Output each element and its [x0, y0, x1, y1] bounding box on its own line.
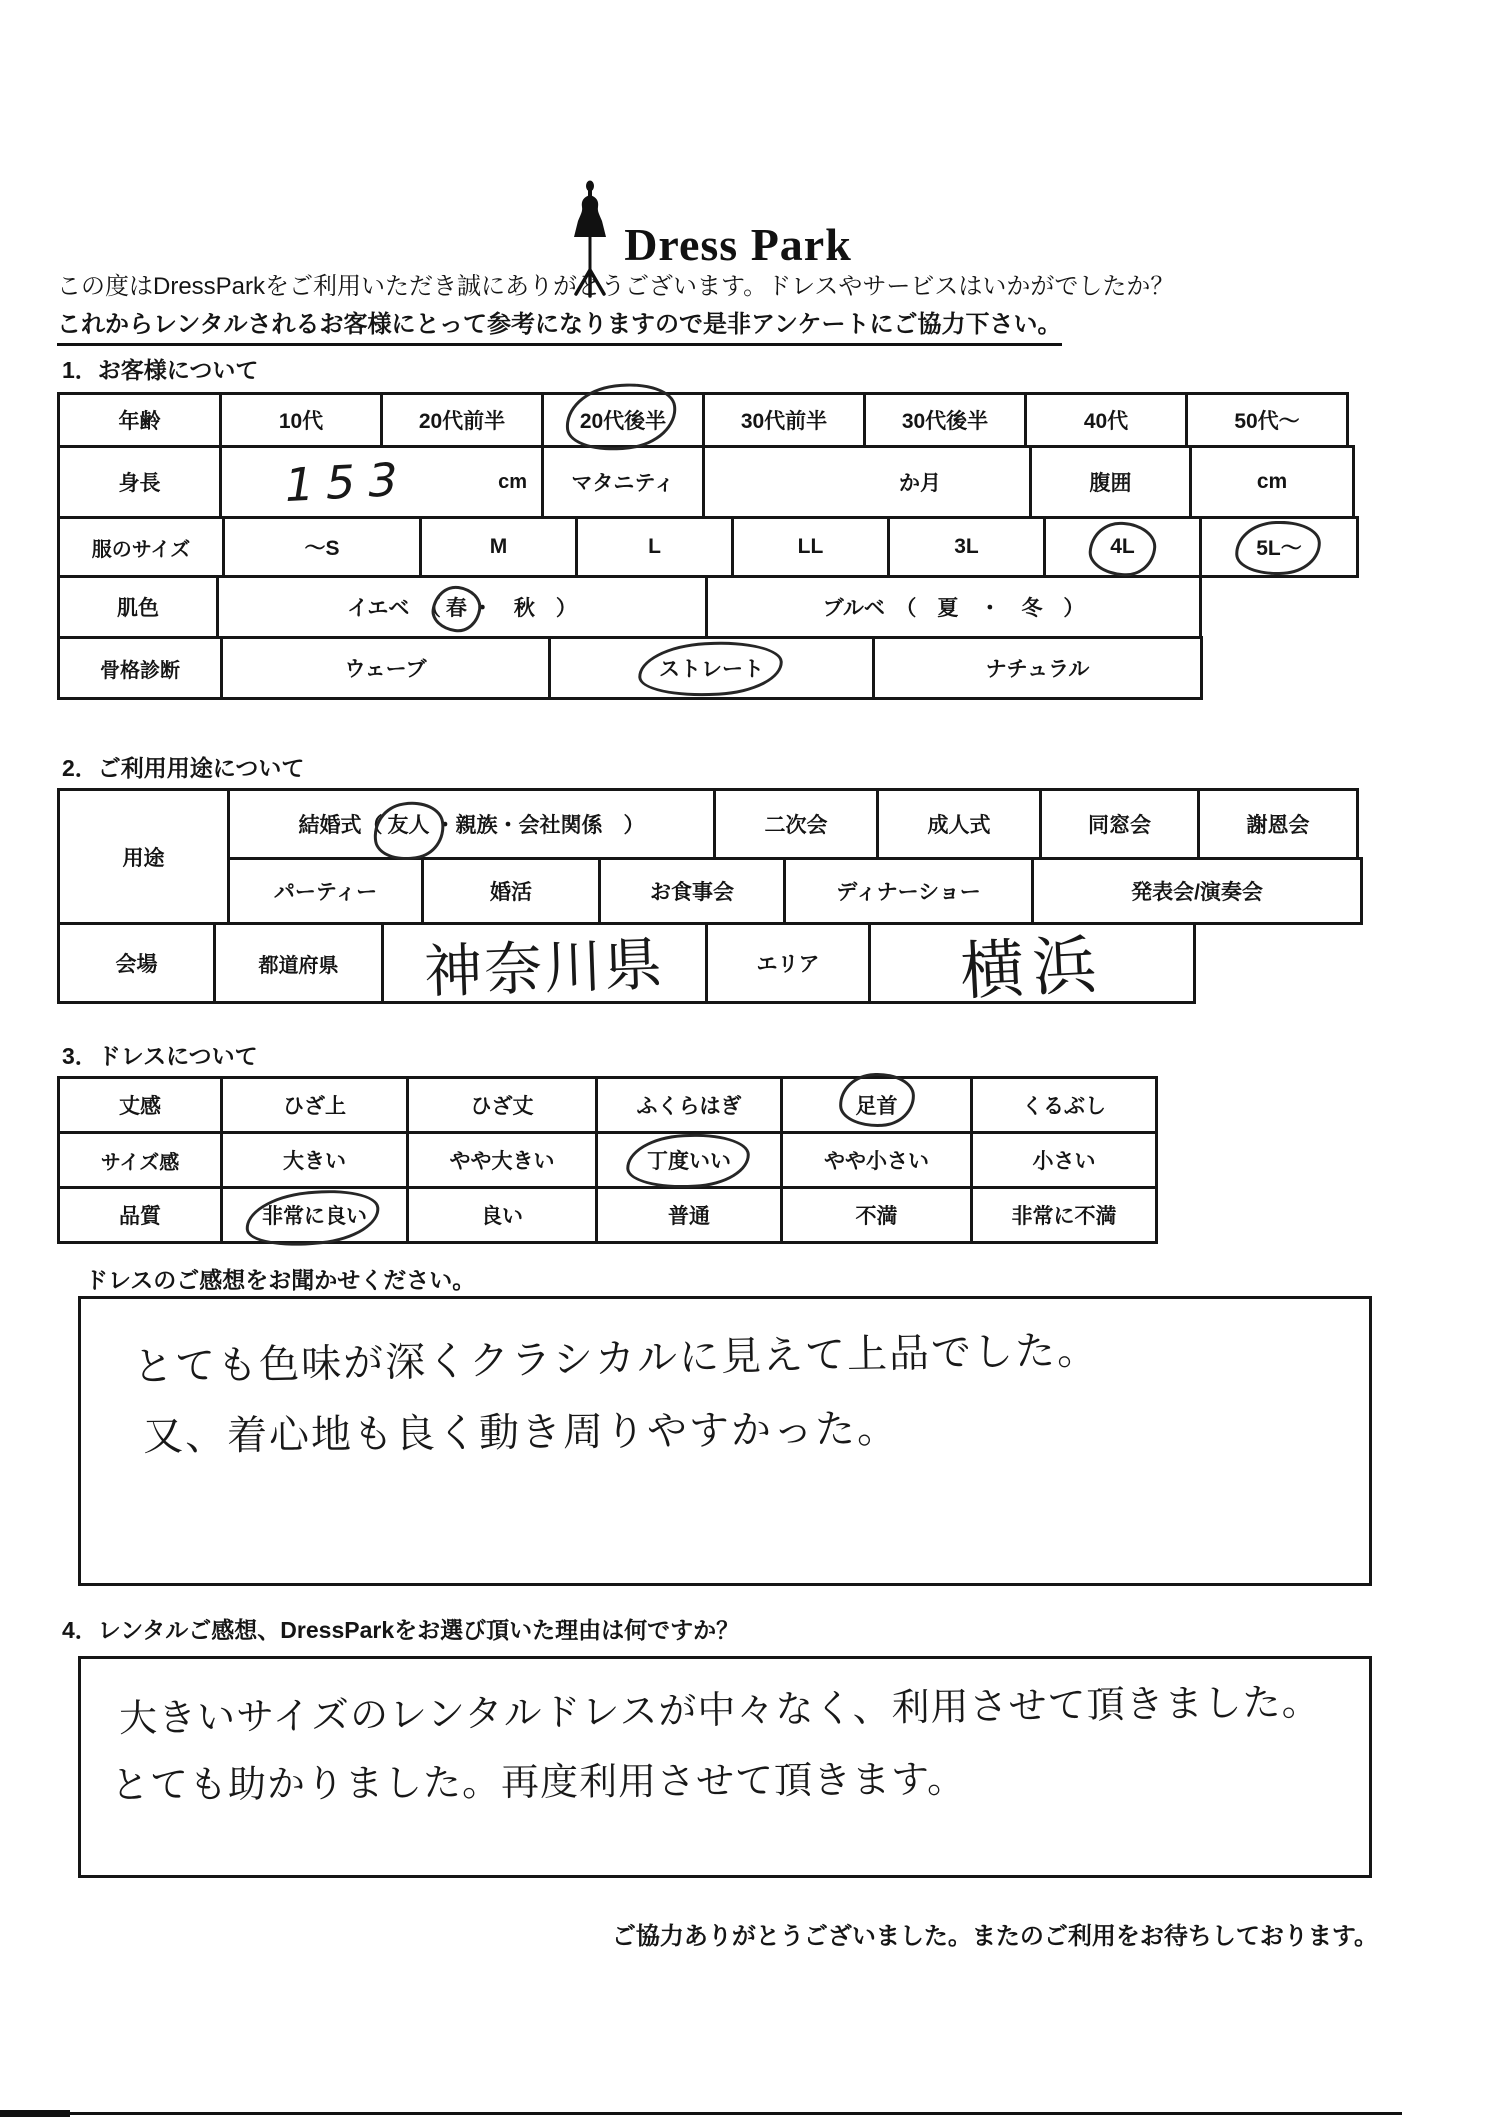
age-option-50s: 50代～ — [1185, 392, 1349, 448]
maternity-label: マタニティ — [541, 445, 705, 519]
size-option-ll: LL — [731, 516, 890, 578]
area-value-cell — [868, 922, 1196, 1010]
purpose-option-reunion: 同窓会 — [1039, 788, 1200, 860]
height-unit: cm — [498, 470, 527, 493]
height-label: 身長 — [57, 445, 222, 519]
usage-table — [57, 788, 1363, 1010]
rental-comment-line1: 大きいサイズのレンタルドレスが中々なく、利用させて頂きました。 — [118, 1679, 1321, 1741]
prefecture-value-handwritten: 神奈川県 — [423, 929, 666, 1007]
frame-row — [57, 636, 1359, 700]
purpose-option-dinner-show: ディナーショー — [783, 857, 1034, 925]
wedding-option-friend: 友人 — [383, 808, 435, 840]
girth-unit-cell: cm — [1189, 445, 1355, 519]
fit-option-slightly-big: やや大きい — [406, 1131, 598, 1189]
prefecture-value-cell — [381, 922, 708, 1007]
skin-tone-row — [57, 575, 1359, 639]
dress-fit-row — [57, 1131, 1158, 1189]
length-option-calf: ふくらはぎ — [595, 1076, 783, 1134]
purpose-option-party: パーティー — [227, 857, 424, 925]
size-option-3l: 3L — [887, 516, 1046, 578]
quality-label: 品質 — [57, 1186, 223, 1244]
purpose-option-konkatsu: 婚活 — [421, 857, 601, 925]
height-row — [57, 445, 1359, 519]
skin-label: 肌色 — [57, 575, 219, 639]
age-option-early30s: 30代前半 — [702, 392, 866, 448]
fit-option-slightly-small: やや小さい — [780, 1131, 973, 1189]
purpose-row1 — [227, 788, 1363, 860]
fit-option-small: 小さい — [970, 1131, 1158, 1189]
section2-title: 2．ご利用用途について — [62, 755, 305, 781]
age-option-40s: 40代 — [1024, 392, 1188, 448]
section3-title: 3．ドレスについて — [62, 1043, 258, 1069]
intro-line1: この度はDressParkをご利用いただき誠にありがとうございます。ドレスやサービスはいかがでしたか？ — [57, 273, 1175, 300]
age-option-10s: 10代 — [219, 392, 383, 448]
quality-option-very-unsatisfied: 非常に不満 — [970, 1186, 1158, 1244]
length-option-ankle: 足首 — [780, 1076, 973, 1134]
maternity-months-cell: か月 — [702, 445, 1032, 519]
frame-option-straight: ストレート — [548, 636, 875, 700]
fit-option-big: 大きい — [220, 1131, 409, 1189]
purpose-label: 用途 — [57, 788, 230, 925]
dress-comment-prompt: ドレスのご感想をお聞かせください。 — [85, 1267, 476, 1293]
rental-comment-line2: とても助かりました。再度利用させて頂きます。 — [110, 1757, 967, 1807]
age-option-late30s: 30代後半 — [863, 392, 1027, 448]
frame-option-wave: ウェーブ — [220, 636, 551, 700]
quality-option-unsatisfied: 不満 — [780, 1186, 973, 1244]
quality-option-good: 良い — [406, 1186, 598, 1244]
brand-name: Dress Park — [624, 219, 852, 270]
purpose-option-afterparty: 二次会 — [713, 788, 879, 860]
age-option-early20s: 20代前半 — [380, 392, 544, 448]
length-label: 丈感 — [57, 1076, 223, 1134]
skin-option-spring: 春 — [441, 591, 472, 623]
dress-comment-line2: 又、着心地も良く動き周りやすかった。 — [142, 1406, 900, 1460]
dress-comment-line1: とても色味が深くクラシカルに見えて上品でした。 — [132, 1327, 1100, 1391]
length-option-anklebone: くるぶし — [970, 1076, 1158, 1134]
age-row — [57, 392, 1359, 448]
frame-option-natural: ナチュラル — [872, 636, 1203, 700]
venue-label: 会場 — [57, 922, 216, 1004]
area-label: エリア — [705, 922, 871, 1004]
height-value-handwritten: 153 — [279, 451, 414, 513]
intro-line2: これからレンタルされるお客様にとって参考になりますので是非アンケートにご協力下さい。 — [57, 304, 1062, 346]
skin-option-cool: ブルベ （ 夏 ・ 冬 ） — [705, 575, 1202, 639]
rental-comment-box — [78, 1656, 1372, 1878]
venue-row — [57, 922, 1363, 1010]
purpose-option-dinner-party: お食事会 — [598, 857, 786, 925]
size-label: 服のサイズ — [57, 516, 225, 578]
skin-option-warm: イエベ （ 春 ・ 秋 ） — [216, 575, 708, 639]
section4-title: 4．レンタルご感想、DressParkをお選び頂いた理由は何ですか？ — [62, 1617, 740, 1643]
girth-label: 腹囲 — [1029, 445, 1192, 519]
dress-quality-row — [57, 1186, 1158, 1244]
dress-length-row — [57, 1076, 1158, 1134]
length-option-above-knee: ひざ上 — [220, 1076, 409, 1134]
footer-message: ご協力ありがとうございました。またのご利用をお待ちしております。 — [611, 1923, 1378, 1950]
quality-option-normal: 普通 — [595, 1186, 783, 1244]
clothing-size-row — [57, 516, 1359, 578]
scan-artifact-line — [0, 2112, 1402, 2115]
size-option-4l: 4L — [1043, 516, 1202, 578]
fit-label: サイズ感 — [57, 1131, 223, 1189]
fit-option-just-right: 丁度いい — [595, 1131, 783, 1189]
prefecture-label: 都道府県 — [213, 922, 384, 1004]
area-value-handwritten: 横浜 — [958, 928, 1107, 1010]
purpose-option-wedding: 結婚式（ 友人 ・親族・会社関係 ） — [227, 788, 716, 860]
frame-label: 骨格診断 — [57, 636, 223, 700]
scan-artifact-wedge — [0, 2110, 70, 2117]
customer-info-table — [57, 392, 1359, 700]
age-option-late20s: 20代後半 — [541, 392, 705, 448]
purpose-row2 — [227, 857, 1363, 925]
size-option-5l: 5L～ — [1199, 516, 1359, 578]
length-option-knee: ひざ丈 — [406, 1076, 598, 1134]
height-value-cell — [219, 445, 544, 519]
dress-comment-box — [78, 1296, 1372, 1586]
size-option-s: ～S — [222, 516, 422, 578]
size-option-m: M — [419, 516, 578, 578]
quality-option-very-good: 非常に良い — [220, 1186, 409, 1244]
dress-feedback-table — [57, 1076, 1158, 1244]
purpose-option-thanks-party: 謝恩会 — [1197, 788, 1359, 860]
purpose-option-recital: 発表会/演奏会 — [1031, 857, 1363, 925]
section1-title: 1．お客様について — [62, 357, 259, 383]
purpose-option-coming-of-age: 成人式 — [876, 788, 1042, 860]
size-option-l: L — [575, 516, 734, 578]
age-label: 年齢 — [57, 392, 222, 448]
